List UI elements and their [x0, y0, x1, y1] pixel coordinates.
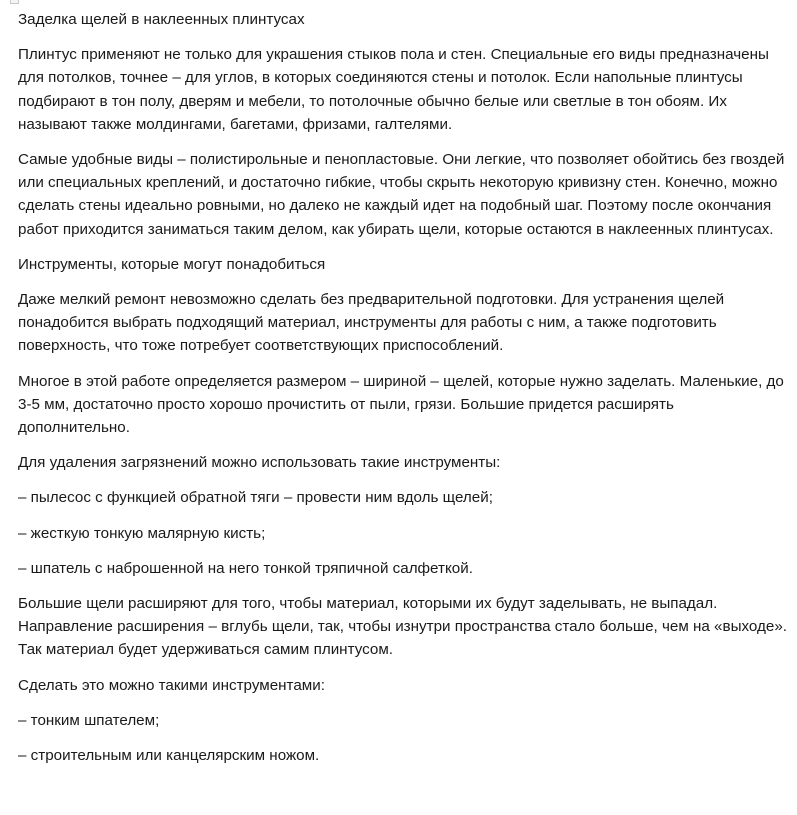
list-item-thin-spatula: – тонким шпателем; [18, 711, 160, 729]
paragraph-preparation: Даже мелкий ремонт невозможно сделать без предварительной подготовки. Для устранения щелей понадобится выбрать подходящий материал, инструменты для работы с ним, а также подготовить поверхность, что тоже потребует соответствующих приспособлений. [18, 291, 725, 355]
document-body [18, 8, 788, 779]
list-item-knife: – строительным или канцелярским ножом. [18, 747, 320, 765]
section-heading-tools: Инструменты, которые могут понадобиться [18, 255, 326, 273]
paragraph-widening-tools: Сделать это можно такими инструментами: [18, 676, 325, 694]
paragraph-gap-size: Многое в этой работе определяется размером – шириной – щелей, которые нужно заделать. Маленькие, до 3-5 мм, достаточно просто хорошо прочистить от пыли, грязи. Большие придется расширять дополнительно. [18, 372, 784, 437]
document-title: Заделка щелей в наклеенных плинтусах [18, 11, 305, 28]
paragraph-types: Самые удобные виды – полистирольные и пенопластовые. Они легкие, что позволяет обойтись без гвоздей или специальных креплений, и достаточно гибкие, чтобы скрыть некоторую кривизну стен. Конечно, можно сделать стены идеально ровными, но далеко не каждый идет на подобный шаг. Поэтому после окончания работ приходится заниматься таким делом, как убирать щели, которые остаются в наклеенных плинтусах. [18, 151, 785, 238]
list-item-spatula-cloth: – шпатель с наброшенной на него тонкой тряпичной салфеткой. [18, 559, 473, 577]
list-item-brush: – жесткую тонкую малярную кисть; [18, 524, 266, 542]
paragraph-widening: Большие щели расширяют для того, чтобы материал, которыми их будут заделывать, не выпадал. Направление расширения – вглубь щели, так, чтобы изнутри пространства стало больше, чем на «выходе». Так материал будет удерживаться самим плинтусом. [18, 595, 787, 659]
list-item-vacuum: – пылесос с функцией обратной тяги – провести ним вдоль щелей; [18, 489, 493, 507]
document-corner-marker [10, 0, 19, 4]
paragraph-cleaning-tools: Для удаления загрязнений можно использовать такие инструменты: [18, 454, 501, 472]
paragraph-intro: Плинтус применяют не только для украшения стыков пола и стен. Специальные его виды предназначены для потолков, точнее – для углов, в которых соединяются стены и потолок. Если напольные плинтусы подбирают в тон полу, дверям и мебели, то потолочные обычно белые или светлые в тон обоям. Их называют также молдингами, багетами, фризами, галтелями. [18, 46, 769, 133]
